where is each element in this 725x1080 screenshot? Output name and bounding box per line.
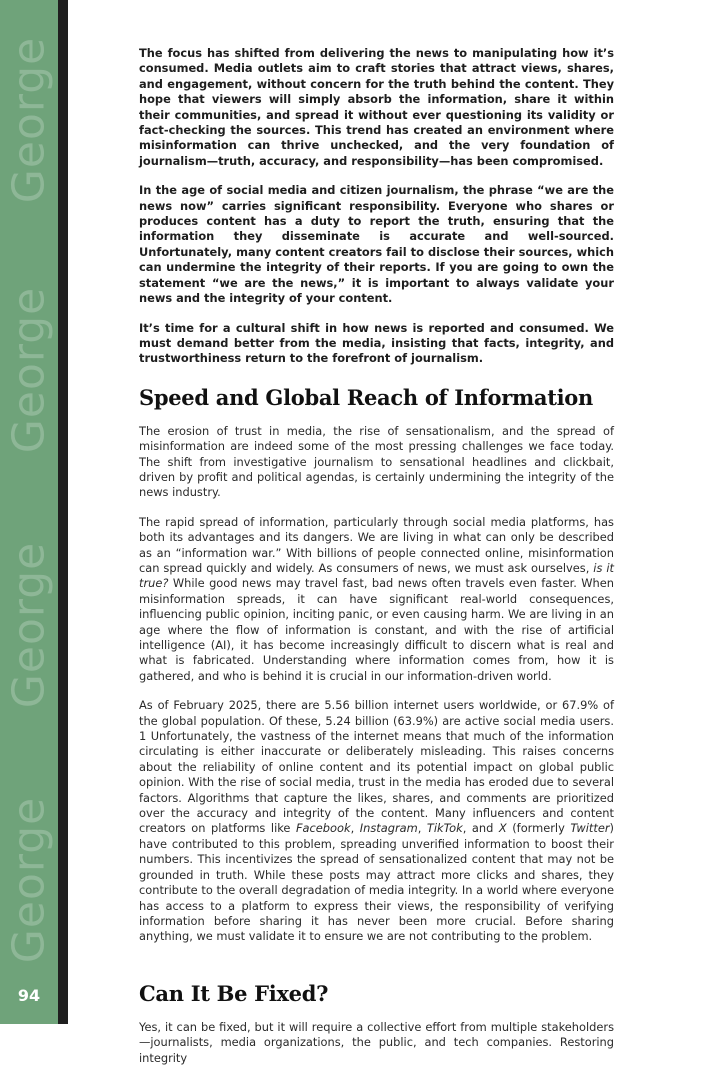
- body-paragraph: Yes, it can be fixed, but it will require a collective effort from multiple stakeholders—journalists, media organizations, the public, and tech companies. Restoring integrity: [139, 1019, 614, 1065]
- intro-paragraph: The focus has shifted from delivering the news to manipulating how it’s consumed. Media outlets aim to craft stories that attract views, shares, and engagement, without concern for the truth behind the content. They hope that viewers will simply absorb the information, share it within their communities, and spread it without ever questioning its validity or fact-checking the sources. This trend has created an environment where misinformation can thrive unchecked, and the very foundation of journalism—truth, accuracy, and responsibility—has been compromised.: [139, 46, 614, 168]
- sidebar-watermark: George: [3, 36, 55, 204]
- sidebar-watermark: George: [3, 541, 55, 709]
- sidebar-divider: [58, 0, 68, 1024]
- sidebar-watermark: George: [3, 796, 55, 964]
- section-heading: Can It Be Fixed?: [139, 980, 329, 1006]
- section-heading: Speed and Global Reach of Information: [139, 384, 593, 410]
- sidebar: [0, 0, 58, 1024]
- intro-paragraph: In the age of social media and citizen journalism, the phrase “we are the news now” carries significant responsibility. Everyone who shares or produces content has a duty to report the truth, ensuring that the information they disseminate is accurate and well-sourced. Unfortunately, many content creators fail to disclose their sources, which can undermine the integrity of their reports. If you are going to own the statement “we are the news,” it is important to always validate your news and the integrity of your content.: [139, 183, 614, 306]
- body-paragraph: The rapid spread of information, particularly through social media platforms, has both its advantages and its dangers. We are living in what can only be described as an “information war.” With billions of people connected online, misinformation can spread quickly and widely. As consumers of news, we must ask ourselves, is it true? While good news may travel fast, bad news often travels even faster. When misinformation spreads, it can have significant real-world consequences, influencing public opinion, inciting panic, or even causing harm. We are living in an age where the flow of information is constant, and with the rise of artificial intelligence (AI), it has become increasingly difficult to discern what is real and what is fabricated. Understanding where information comes from, how it is gathered, and who is behind it is crucial in our information-driven world.: [139, 514, 614, 683]
- body-paragraph: As of February 2025, there are 5.56 billion internet users worldwide, or 67.9% of the global population. Of these, 5.24 billion (63.9%) are active social media users. 1 Unfortunately, the vastness of the internet means that much of the information circulating is either inaccurate or deliberately misleading. This raises concerns about the reliability of online content and its potential impact on global public opinion. With the rise of social media, trust in the media has eroded due to several factors. Algorithms that capture the likes, shares, and comments are prioritized over the accuracy and integrity of the content. Many influencers and content creators on platforms like Facebook, Instagram, TikTok, and X (formerly Twitter) have contributed to this problem, spreading unverified information to boost their numbers. This incentivizes the spread of sensationalized content that may not be grounded in truth. While these posts may attract more clicks and shares, they contribute to the overall degradation of media integrity. In a world where everyone has access to a platform to express their views, the responsibility of verifying information before sharing it has never been more crucial. Before sharing anything, we must validate it to ensure we are not contributing to the problem.: [139, 698, 614, 944]
- intro-paragraph: It’s time for a cultural shift in how news is reported and consumed. We must demand better from the media, insisting that facts, integrity, and trustworthiness return to the forefront of journalism.: [139, 320, 614, 366]
- page-content: [139, 46, 614, 1080]
- sidebar-watermark: George: [3, 286, 55, 454]
- body-paragraph: The erosion of trust in media, the rise of sensationalism, and the spread of misinformation are indeed some of the most pressing challenges we face today. The shift from investigative journalism to sensational headlines and clickbait, driven by profit and political agendas, is certainly undermining the integrity of the news industry.: [139, 423, 614, 500]
- page-number: 94: [17, 986, 41, 1005]
